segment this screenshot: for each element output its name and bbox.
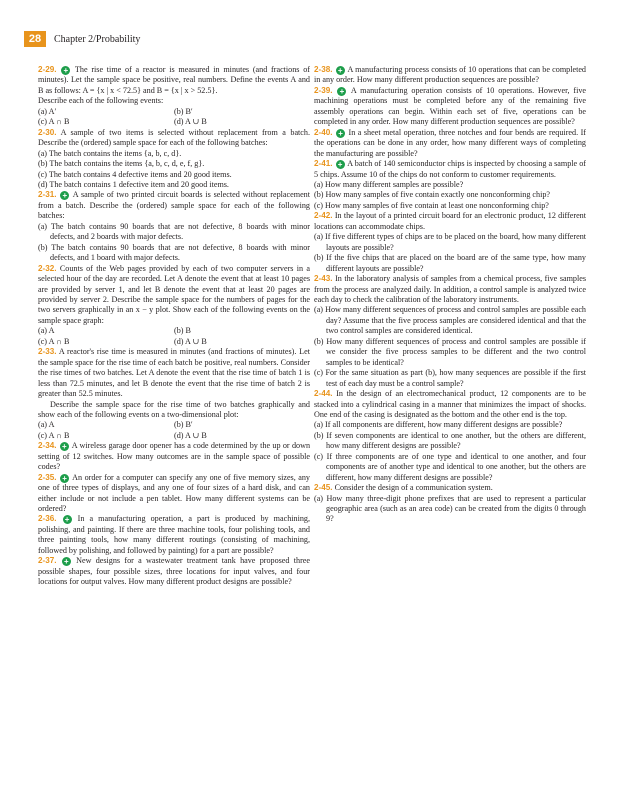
answer-item: (c) If three components are of one type and identical to one another, and four components are of another type and identical to one another, but the others are different, how many different designs are possible? [314, 451, 586, 482]
answer-item: (c) A ∩ B [38, 117, 70, 127]
left-column [38, 65, 310, 588]
answer-item: (a) A [38, 326, 55, 336]
exercise-2-41 [314, 159, 586, 180]
exercise-2-34 [38, 441, 310, 472]
chapter-title: Chapter 2/Probability [54, 33, 141, 45]
page-number: 28 [24, 31, 46, 47]
answer-item: (c) The batch contains 4 defective items and 20 good items. [38, 169, 232, 179]
answer-item: (c) A ∩ B [38, 430, 70, 440]
plus-icon: + [63, 515, 72, 524]
answer-item: (b) B [174, 326, 191, 336]
exercise-number: 2-30. [38, 127, 57, 137]
exercise-number: 2-32. [38, 263, 57, 273]
exercise-number: 2-37. [38, 556, 57, 566]
answer-pair [38, 107, 310, 117]
exercise-text: In the laboratory analysis of samples from a chemical process, five samples from the process are analyzed daily. In addition, a control sample is analyzed twice each day to check the calibration of the laboratory instruments. [314, 274, 586, 304]
plus-icon: + [336, 66, 345, 75]
exercise-2-38 [314, 65, 586, 86]
answer-item: (b) B′ [174, 106, 193, 116]
answer-item: (c) For the same situation as part (b), how many sequences are possible if the first test of each day must be a control sample? [314, 368, 586, 388]
answer-item: (a) The batch contains 90 boards that are not defective, 8 boards with minor defects, and 2 boards with major defects. [38, 221, 310, 242]
exercise-intro: Describe each of the following events: [38, 96, 164, 106]
answer-pair [38, 420, 310, 430]
exercise-text: A batch of 140 semiconductor chips is inspected by choosing a sample of 5 chips. Assume 10 of the chips do not conform to customer requirements. [314, 159, 586, 179]
plus-icon: + [60, 191, 69, 200]
answer-pair [38, 337, 310, 347]
exercise-text: An order for a computer can specify any one of five memory sizes, any one of three types of displays, and any one of four sizes of a hard disk, and can either include or not include a pen tablet. How many different systems can be ordered? [38, 472, 310, 514]
exercise-2-40 [314, 128, 586, 159]
exercise-2-39 [314, 86, 586, 128]
answer-item: (a) The batch contains the items {a, b, c, d}. [38, 148, 182, 158]
exercise-text-continued: Describe the sample space for the rise time of two batches graphically and show each of the following events on a two-dimensional plot: [38, 399, 310, 419]
exercise-2-43 [314, 274, 586, 305]
exercise-number: 2-31. [38, 190, 57, 200]
answer-item: (d) A ∪ B [174, 336, 207, 346]
plus-icon: + [336, 160, 345, 169]
answer-item: (d) A ∪ B [174, 430, 207, 440]
answer-item: (b) How many samples of five contain exactly one nonconforming chip? [314, 190, 551, 200]
exercise-text: In a manufacturing operation, a part is produced by machining, polishing, and painting. If there are three machine tools, four polishing tools, and three painting tools, how many different routings (consisting of machining, followed by polishing, and followed by painting) for a part are possible? [38, 514, 311, 555]
exercise-2-33 [38, 347, 310, 399]
plus-icon: + [336, 129, 345, 138]
answer-item: (b) If the five chips that are placed on the board are of the same type, how many different layouts are possible? [314, 253, 586, 273]
answer-item: (b) How many different sequences of process and control samples are possible if we consider the five process samples to be different and the two control samples to be identical? [314, 336, 586, 367]
answer-item: (b) If seven components are identical to one another, but the others are different, how many different designs are possible? [314, 430, 586, 451]
answer-item: (b) B′ [174, 420, 193, 430]
exercise-text: A sample of two items is selected without replacement from a batch. Describe the (ordered) sample space for each of the following batches: [38, 127, 311, 148]
exercise-text: In a sheet metal operation, three notches and four bends are required. If the operations can be done in any order, how many different ways of completing the manufacturing are possible? [314, 127, 587, 158]
exercise-2-35 [38, 473, 310, 515]
exercise-2-31 [38, 190, 310, 221]
answer-item: (a) If all components are different, how many different designs are possible? [314, 420, 563, 430]
exercise-number: 2-38. [314, 65, 333, 74]
answer-item: (a) How many three-digit phone prefixes that are used to represent a particular geographic area (such as an area code) can be created from the digits 0 through 9? [314, 493, 586, 524]
exercise-text: A reactor's rise time is measured in minutes (and fractions of minutes). Let the sample space for the rise time of each batch be positive, real numbers. Consider the rise times of two batches. Let A denote the event that the rise time of batch 1 is less than 72.5 minutes, and let B denote the event that the rise time of batch 2 is greater than 52.5 minutes. [38, 347, 310, 399]
exercise-number: 2-41. [314, 159, 333, 169]
answer-item: (c) How many samples of five contain at least one nonconforming chip? [314, 200, 549, 210]
answer-item: (a) How many different samples are possible? [314, 179, 464, 189]
exercise-text: A wireless garage door opener has a code determined by the up or down setting of 12 switches. How many outcomes are in the sample space of possible codes? [38, 441, 311, 472]
exercise-number: 2-42. [314, 211, 333, 221]
exercise-number: 2-40. [314, 127, 333, 137]
answer-item: (b) The batch contains 90 boards that are not defective, 8 boards with minor defects, and 1 board with major defects. [38, 242, 310, 263]
answer-item: (a) A [38, 420, 55, 430]
exercise-2-29 [38, 65, 310, 96]
exercise-2-36 [38, 514, 310, 556]
answer-pair [38, 117, 310, 127]
page-header [24, 30, 140, 48]
exercise-number: 2-34. [38, 441, 57, 451]
answer-item: (d) The batch contains 1 defective item and 20 good items. [38, 179, 229, 189]
exercise-2-32 [38, 264, 310, 327]
answer-item: (c) A ∩ B [38, 336, 70, 346]
plus-icon: + [62, 557, 71, 566]
exercise-number: 2-39. [314, 85, 333, 95]
plus-icon: + [60, 474, 69, 483]
exercise-2-42 [314, 211, 586, 232]
exercise-number: 2-45. [314, 483, 333, 493]
plus-icon: + [337, 87, 346, 96]
exercise-number: 2-33. [38, 347, 57, 357]
exercise-text: New designs for a wastewater treatment tank have proposed three possible shapes, four possible sizes, three locations for input valves, and four locations for output valves. How many different product designs are possible? [38, 556, 310, 587]
exercise-text: In the layout of a printed circuit board for an electronic product, 12 different locations can accommodate chips. [314, 211, 586, 231]
exercise-number: 2-36. [38, 514, 57, 524]
exercise-2-37 [38, 556, 310, 587]
answer-pair [38, 431, 310, 441]
exercise-text: A sample of two printed circuit boards is selected without replacement from a batch. Describe the (ordered) sample space for each of the following batches: [38, 190, 310, 221]
answer-item: (d) A ∪ B [174, 117, 207, 127]
answer-item: (a) How many different sequences of process and control samples are possible each day? Assume that the five process samples are considered identical and that the two control samples are considered identical. [314, 305, 586, 336]
exercise-2-30 [38, 128, 310, 149]
exercise-text: In the design of an electromechanical product, 12 components are to be stacked into a cylindrical casing in a manner that minimizes the impact of shocks. One end of the casing is designated as the bottom and the other end is the top. [314, 389, 586, 419]
exercise-text: A manufacturing operation consists of 10 operations. However, five machining operations must be completed before any of the remaining five assembly operations can begin. Within each set of five, operations can be completed in any order. How many different production sequences are possible? [314, 85, 586, 127]
plus-icon: + [61, 66, 70, 75]
exercise-text: Consider the design of a communication system. [334, 483, 493, 493]
exercise-number: 2-44. [314, 389, 333, 399]
answer-item: (a) If five different types of chips are to be placed on the board, how many different layouts are possible? [314, 232, 587, 252]
exercise-number: 2-29. [38, 65, 57, 74]
answer-pair [38, 326, 310, 336]
plus-icon: + [60, 442, 69, 451]
exercise-number: 2-43. [314, 274, 333, 284]
exercise-2-44 [314, 389, 586, 420]
answer-item: (a) A′ [38, 106, 57, 116]
exercise-number: 2-35. [38, 472, 57, 482]
right-column [314, 65, 586, 525]
answer-item: (b) The batch contains the items {a, b, c, d, e, f, g}. [38, 159, 205, 169]
exercise-2-45 [314, 483, 586, 493]
exercise-text: A manufacturing process consists of 10 operations that can be completed in any order. How many different production sequences are possible? [314, 65, 586, 85]
exercise-text: The rise time of a reactor is measured in minutes (and fractions of minutes). Let the sample space be positive, real numbers. Define the events A and B as follows: A = {x | x < 72.5} and B = {x | x > 52.5}. [38, 65, 310, 95]
exercise-text: Counts of the Web pages provided by each of two computer servers in a selected hour of the day are recorded. Let A denote the event that at least 10 pages are provided by server 1, and let B denote the event that at least 20 pages are provided by server 2. Describe the sample space for the numbers of pages for the two servers graphically in an x − y plot. Show each of the following events on the sample space graph: [38, 263, 310, 325]
